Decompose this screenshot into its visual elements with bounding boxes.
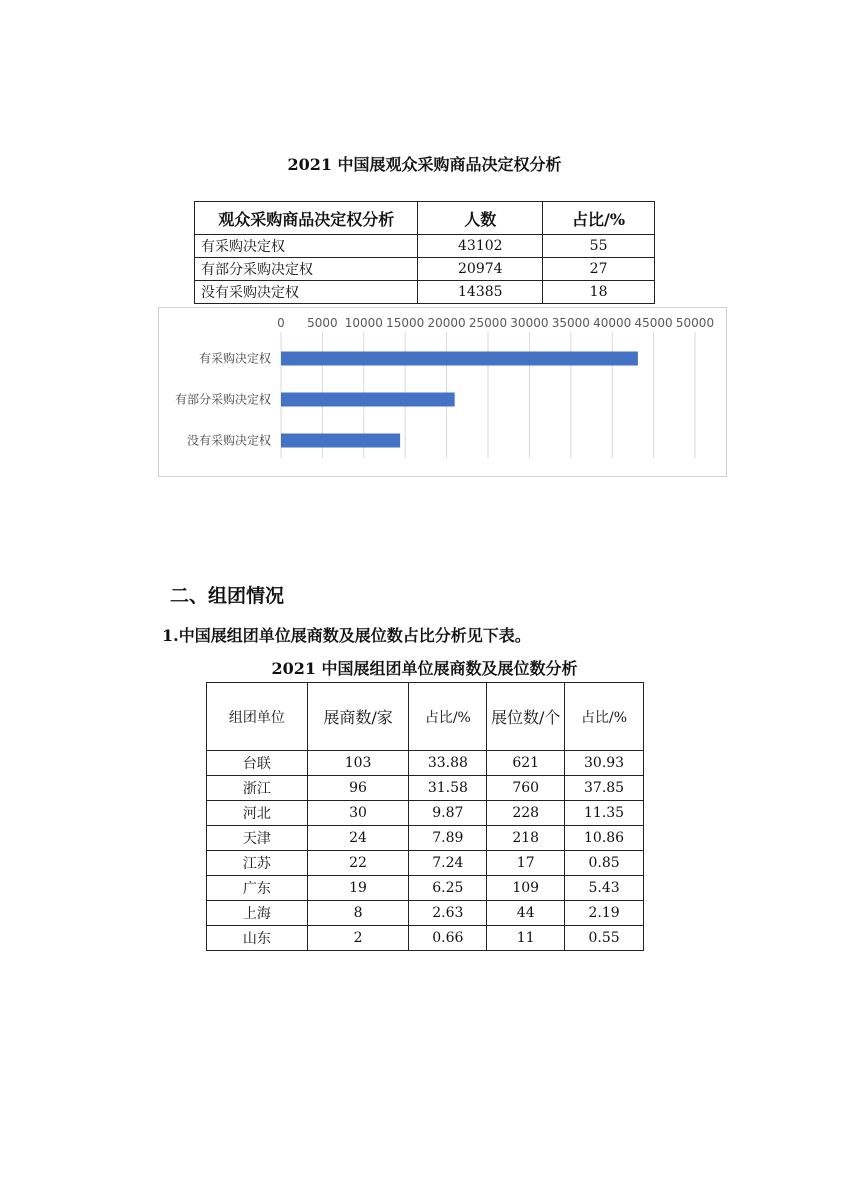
- table-row: [207, 751, 644, 776]
- table-row: [207, 776, 644, 801]
- cell-booth-percent: 10.86: [565, 826, 644, 851]
- cell-exhibitors: 22: [307, 851, 409, 876]
- cell-exhibitor-percent: 33.88: [409, 751, 487, 776]
- cell-exhibitors: 2: [307, 926, 409, 951]
- x-tick-label: 25000: [468, 316, 508, 330]
- cell-booths: 11: [487, 926, 565, 951]
- x-tick-label: 40000: [593, 316, 632, 330]
- cell-booth-percent: 0.85: [565, 851, 644, 876]
- cell-booths: 44: [487, 901, 565, 926]
- header-exhibitor-percent: 占比/%: [409, 683, 487, 751]
- header-percent: 占比/%: [543, 202, 655, 235]
- cell-group-unit: 广东: [207, 876, 308, 901]
- table-row: [195, 281, 655, 304]
- table-row: [207, 901, 644, 926]
- cell-exhibitors: 96: [307, 776, 409, 801]
- header-count: 人数: [418, 202, 543, 235]
- header-group-unit: 组团单位: [207, 683, 308, 751]
- row-percent: 18: [543, 281, 655, 304]
- cell-exhibitors: 19: [307, 876, 409, 901]
- cell-exhibitors: 8: [307, 901, 409, 926]
- cell-group-unit: 江苏: [207, 851, 308, 876]
- cell-group-unit: 浙江: [207, 776, 308, 801]
- decision-power-table: [194, 201, 655, 304]
- cell-booth-percent: 5.43: [565, 876, 644, 901]
- row-label: 有采购决定权: [195, 235, 418, 258]
- category-label: 没有采购决定权: [186, 433, 271, 448]
- table-row: [207, 926, 644, 951]
- cell-exhibitor-percent: 7.24: [409, 851, 487, 876]
- row-percent: 27: [543, 258, 655, 281]
- row-label: 有部分采购决定权: [195, 258, 418, 281]
- decision-power-bar-chart: [158, 307, 727, 477]
- cell-exhibitors: 24: [307, 826, 409, 851]
- bar: [281, 393, 455, 407]
- cell-booth-percent: 30.93: [565, 751, 644, 776]
- bar: [281, 434, 400, 448]
- cell-booths: 109: [487, 876, 565, 901]
- row-percent: 55: [543, 235, 655, 258]
- cell-group-unit: 山东: [207, 926, 308, 951]
- cell-booths: 218: [487, 826, 565, 851]
- table-row: [207, 876, 644, 901]
- bar: [281, 352, 638, 366]
- cell-booths: 760: [487, 776, 565, 801]
- cell-booth-percent: 2.19: [565, 901, 644, 926]
- cell-group-unit: 河北: [207, 801, 308, 826]
- x-tick-label: 5000: [307, 316, 338, 330]
- cell-booth-percent: 11.35: [565, 801, 644, 826]
- cell-booths: 621: [487, 751, 565, 776]
- row-count: 14385: [418, 281, 543, 304]
- row-count: 43102: [418, 235, 543, 258]
- section-heading: 二、组团情况: [170, 585, 285, 607]
- x-tick-label: 45000: [634, 316, 673, 330]
- exhibitor-group-table: [206, 682, 644, 951]
- cell-exhibitors: 103: [307, 751, 409, 776]
- cell-exhibitor-percent: 0.66: [409, 926, 487, 951]
- cell-exhibitor-percent: 9.87: [409, 801, 487, 826]
- x-tick-label: 35000: [551, 316, 590, 330]
- cell-group-unit: 台联: [207, 751, 308, 776]
- chart-svg: [159, 308, 728, 478]
- x-tick-label: 10000: [344, 316, 383, 330]
- table2-title: 2021 中国展组团单位展商数及展位数分析: [271, 659, 578, 678]
- cell-booth-percent: 0.55: [565, 926, 644, 951]
- cell-group-unit: 上海: [207, 901, 308, 926]
- cell-booths: 228: [487, 801, 565, 826]
- cell-exhibitor-percent: 2.63: [409, 901, 487, 926]
- row-label: 没有采购决定权: [195, 281, 418, 304]
- table-row: [195, 258, 655, 281]
- cell-exhibitor-percent: 6.25: [409, 876, 487, 901]
- x-tick-label: 0: [277, 316, 285, 330]
- header-exhibitors: 展商数/家: [307, 683, 409, 751]
- cell-group-unit: 天津: [207, 826, 308, 851]
- header-booth-percent: 占比/%: [565, 683, 644, 751]
- table1-title: 2021 中国展观众采购商品决定权分析: [287, 155, 562, 174]
- category-label: 有部分采购决定权: [174, 392, 271, 407]
- table-row: [207, 801, 644, 826]
- cell-exhibitors: 30: [307, 801, 409, 826]
- x-tick-label: 50000: [675, 316, 715, 330]
- x-tick-label: 15000: [386, 316, 425, 330]
- cell-booths: 17: [487, 851, 565, 876]
- category-label: 有采购决定权: [198, 351, 271, 366]
- x-tick-label: 30000: [510, 316, 549, 330]
- header-booths: 展位数/个: [487, 683, 565, 751]
- cell-exhibitor-percent: 7.89: [409, 826, 487, 851]
- intro-paragraph: 1.中国展组团单位展商数及展位数占比分析见下表。: [162, 626, 531, 645]
- table-row: [195, 235, 655, 258]
- table-row: [207, 851, 644, 876]
- row-count: 20974: [418, 258, 543, 281]
- cell-booth-percent: 37.85: [565, 776, 644, 801]
- table-row: [207, 826, 644, 851]
- cell-exhibitor-percent: 31.58: [409, 776, 487, 801]
- header-category: 观众采购商品决定权分析: [195, 202, 418, 235]
- x-tick-label: 20000: [427, 316, 466, 330]
